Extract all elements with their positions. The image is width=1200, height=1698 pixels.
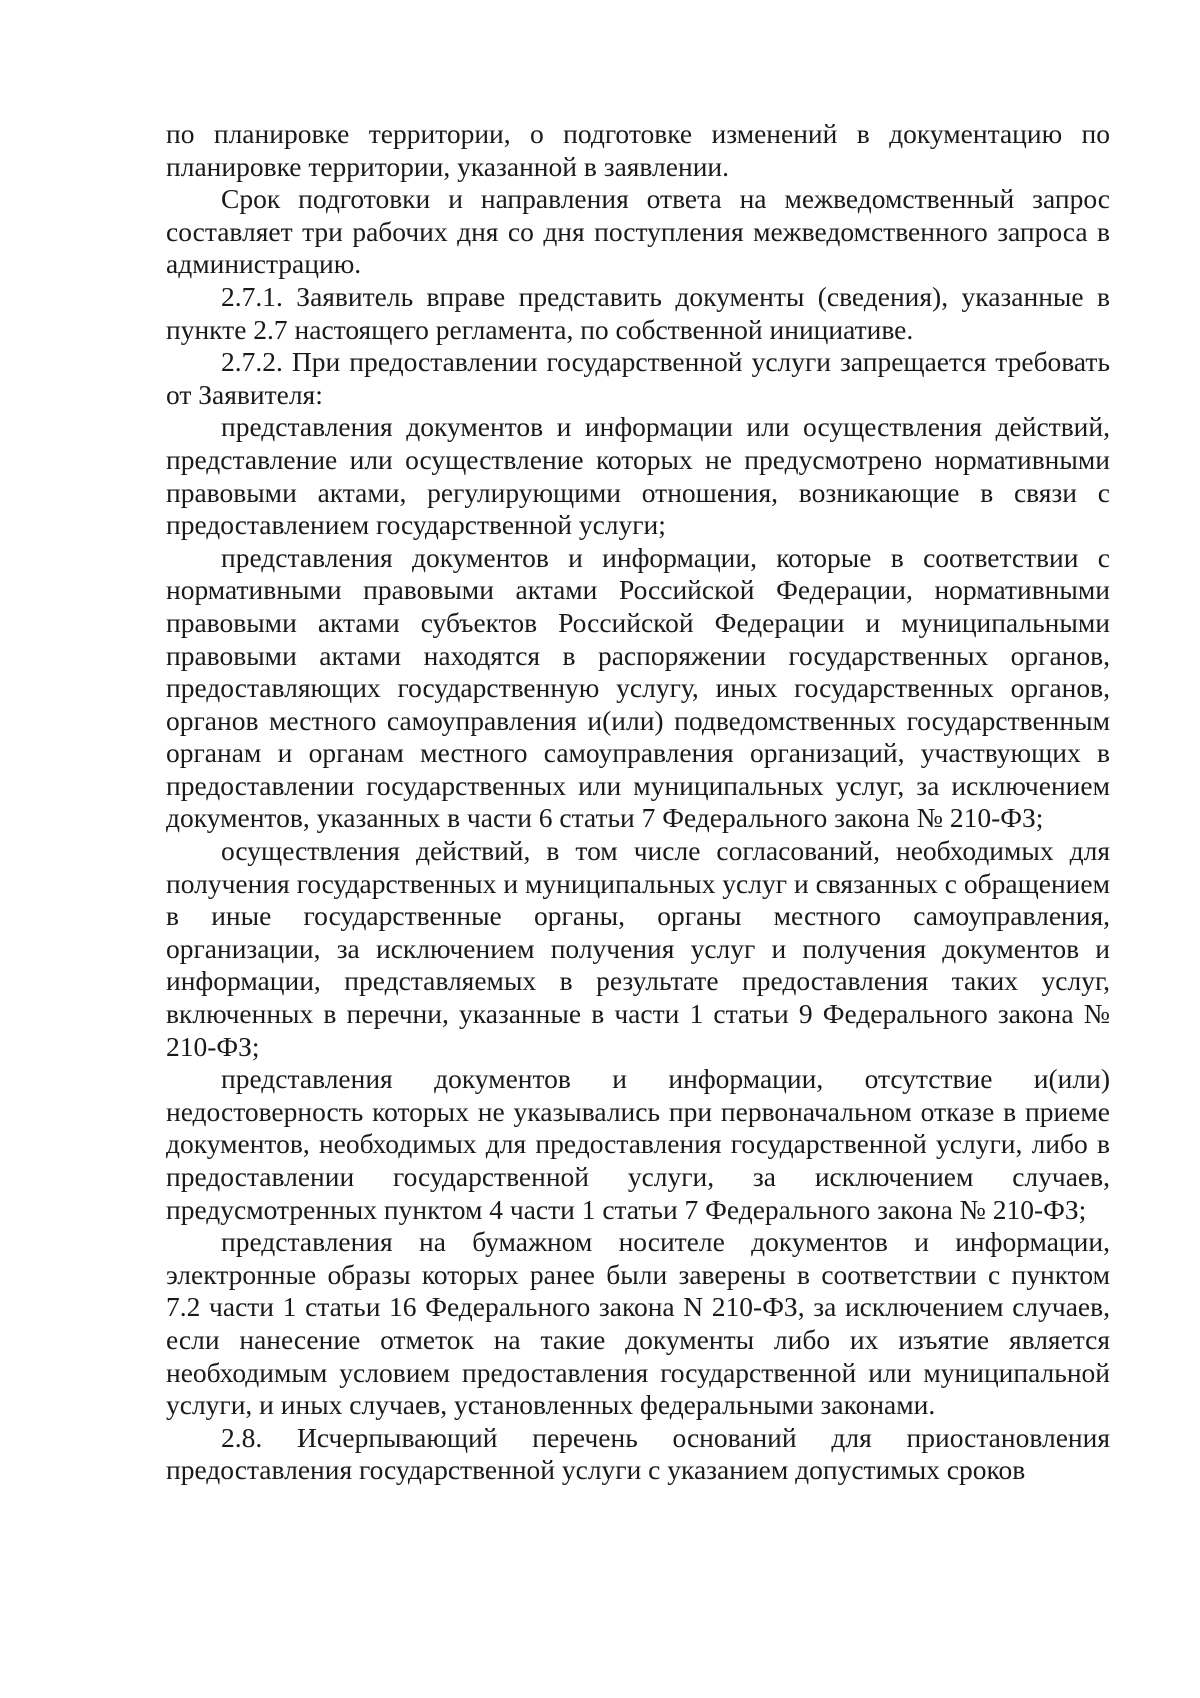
- paragraph-response-deadline: Срок подготовки и направления ответа на межведомственный запрос составляет три рабочих дня со дня поступления межведомственного запроса в администрацию.: [166, 183, 1110, 280]
- list-item-representation-documents: представления документов и информации или осуществления действий, представление или осуществление которых не предусмотрено нормативными правовыми актами, регулирующими отношения, возникающие в связи с предоставлением государственной услуги;: [166, 411, 1110, 541]
- document-body: [166, 118, 1110, 1487]
- paragraph-continuation: по планировке территории, о подготовке изменений в документацию по планировке территории, указанной в заявлении.: [166, 118, 1110, 182]
- list-item-paper-documents: представления на бумажном носителе документов и информации, электронные образы которых ранее были заверены в соответствии с пунктом 7.2 части 1 статьи 16 Федерального закона N 210-ФЗ, за исключением случаев, если нанесение отметок на такие документы либо их изъятие является необходимым условием предоставления государственной или муниципальной услуги, и иных случаев, установленных федеральными законами.: [166, 1226, 1110, 1421]
- list-item-documents-in-possession: представления документов и информации, которые в соответствии с нормативными правовыми актами Российской Федерации, нормативными правовыми актами субъектов Российской Федерации и муниципальными правовыми актами находятся в распоряжении государственных органов, предоставляющих государственную услугу, иных государственных органов, органов местного самоуправления и(или) подведомственных государственным органам и органам местного самоуправления организаций, участвующих в предоставлении государственных или муниципальных услуг, за исключением документов, указанных в части 6 статьи 7 Федерального закона № 210-ФЗ;: [166, 541, 1110, 834]
- list-item-unreliable-documents: представления документов и информации, отсутствие и(или) недостоверность которых не указывались при первоначальном отказе в приеме документов, необходимых для предоставления государственной услуги, либо в предоставлении государственной услуги, за исключением случаев, предусмотренных пунктом 4 части 1 статьи 7 Федерального закона № 210-ФЗ;: [166, 1063, 1110, 1225]
- paragraph-2-7-1: 2.7.1. Заявитель вправе представить документы (сведения), указанные в пункте 2.7 настоящего регламента, по собственной инициативе.: [166, 280, 1110, 345]
- list-item-actions-approvals: осуществления действий, в том числе согласований, необходимых для получения государственных и муниципальных услуг и связанных с обращением в иные государственные органы, органы местного самоуправления, организации, за исключением получения услуг и получения документов и информации, представляемых в результате предоставления таких услуг, включенных в перечни, указанные в части 1 статьи 9 Федерального закона № 210-ФЗ;: [166, 835, 1110, 1062]
- paragraph-2-8: 2.8. Исчерпывающий перечень оснований для приостановления предоставления государственной услуги с указанием допустимых сроков: [166, 1421, 1110, 1486]
- paragraph-2-7-2: 2.7.2. При предоставлении государственной услуги запрещается требовать от Заявителя:: [166, 346, 1110, 410]
